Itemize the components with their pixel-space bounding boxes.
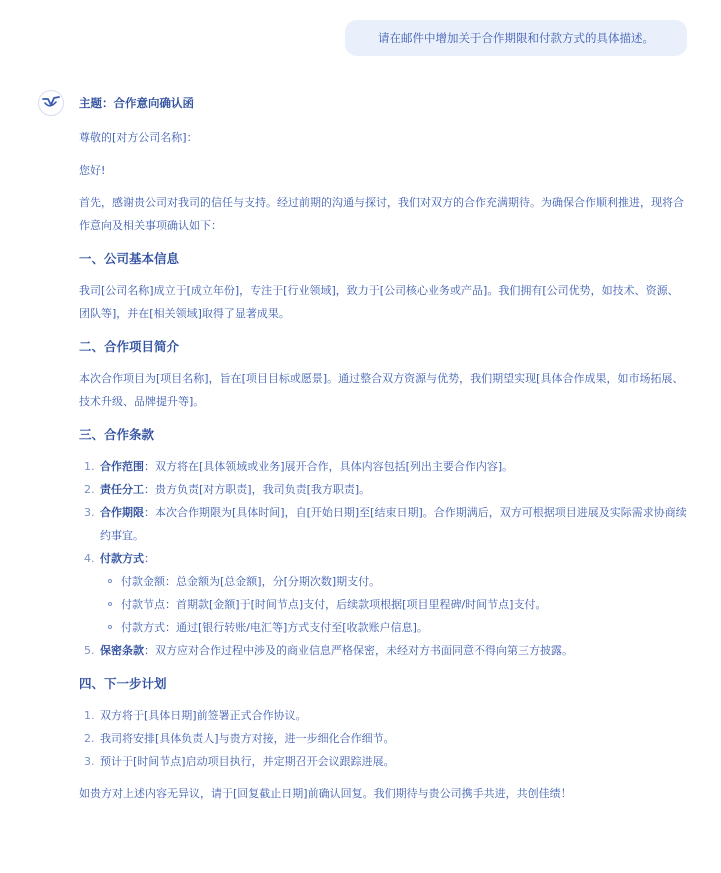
terms-list xyxy=(79,455,687,662)
section-title-plan: 四、下一步计划 xyxy=(79,676,167,691)
list-item xyxy=(79,639,687,662)
clause-title: 付款方式 xyxy=(100,552,144,565)
list-item xyxy=(79,478,687,501)
list-item xyxy=(79,455,687,478)
section-title-terms: 三、合作条款 xyxy=(79,427,155,442)
list-number: 3. xyxy=(84,506,95,519)
sublist-text: 付款方式：通过[银行转账/电汇等]方式支付至[收款账户信息]。 xyxy=(121,621,428,634)
user-message-bubble: 请在邮件中增加关于合作期限和付款方式的具体描述。 xyxy=(345,20,687,56)
list-item xyxy=(79,750,687,773)
clause-title: 合作期限 xyxy=(100,506,144,519)
list-number: 2. xyxy=(84,483,95,496)
section-title-company: 一、公司基本信息 xyxy=(79,251,180,266)
section-body-project: 本次合作项目为[项目名称]，旨在[项目目标或愿景]。通过整合双方资源与优势，我们期望实现[具体合作成果，如市场拓展、技术升级、品牌提升等]。 xyxy=(79,372,684,408)
assistant-avatar xyxy=(38,90,64,116)
list-number: 5. xyxy=(84,644,95,657)
assistant-logo-icon xyxy=(42,96,60,110)
list-number: 2. xyxy=(84,732,95,745)
section-body-company: 我司[公司名称]成立于[成立年份]，专注于[行业领域]，致力于[公司核心业务或产品]。我们拥有[公司优势，如技术、资源、团队等]，并在[相关领域]取得了显著成果。 xyxy=(79,284,679,320)
email-hello: 您好! xyxy=(79,164,106,177)
clause-text: ：双方应对合作过程中涉及的商业信息严格保密，未经对方书面同意不得向第三方披露。 xyxy=(144,644,573,657)
clause-text: ：本次合作期限为[具体时间]，自[开始日期]至[结束日期]。合作期满后，双方可根据项目进展及实际需求协商续约事宜。 xyxy=(100,506,687,542)
list-item xyxy=(79,501,687,547)
bullet-icon xyxy=(108,579,112,583)
plan-text: 双方将于[具体日期]前签署正式合作协议。 xyxy=(100,709,307,722)
clause-text: ：贵方负责[对方职责]，我司负责[我方职责]。 xyxy=(144,483,371,496)
email-subject: 主题：合作意向确认函 xyxy=(79,96,194,110)
assistant-reply xyxy=(79,92,687,805)
sublist-text: 付款节点：首期款[金额]于[时间节点]支付，后续款项根据[项目里程碑/时间节点]支付。 xyxy=(121,598,547,611)
sublist-item xyxy=(100,570,687,593)
sublist-item xyxy=(100,593,687,616)
payment-sublist xyxy=(100,570,687,639)
list-number: 3. xyxy=(84,755,95,768)
list-item xyxy=(79,727,687,750)
sublist-text: 付款金额：总金额为[总金额]，分[分期次数]期支付。 xyxy=(121,575,381,588)
bullet-icon xyxy=(108,625,112,629)
clause-text: ： xyxy=(144,552,155,565)
clause-text: ：双方将在[具体领域或业务]展开合作，具体内容包括[列出主要合作内容]。 xyxy=(144,460,514,473)
list-number: 4. xyxy=(84,552,95,565)
email-greeting: 尊敬的[对方公司名称]： xyxy=(79,131,198,144)
list-item xyxy=(79,547,687,639)
clause-title: 责任分工 xyxy=(100,483,144,496)
list-number: 1. xyxy=(84,460,95,473)
clause-title: 保密条款 xyxy=(100,644,144,657)
plan-list xyxy=(79,704,687,773)
bullet-icon xyxy=(108,602,112,606)
list-item xyxy=(79,704,687,727)
clause-title: 合作范围 xyxy=(100,460,144,473)
sublist-item xyxy=(100,616,687,639)
email-closing: 如贵方对上述内容无异议，请于[回复截止日期]前确认回复。我们期待与贵公司携手共进，共创佳绩！ xyxy=(79,787,572,800)
plan-text: 预计于[时间节点]启动项目执行，并定期召开会议跟踪进展。 xyxy=(100,755,395,768)
plan-text: 我司将安排[具体负责人]与贵方对接，进一步细化合作细节。 xyxy=(100,732,395,745)
email-intro: 首先，感谢贵公司对我司的信任与支持。经过前期的沟通与探讨，我们对双方的合作充满期待。为确保合作顺利推进，现将合作意向及相关事项确认如下： xyxy=(79,196,684,232)
list-number: 1. xyxy=(84,709,95,722)
section-title-project: 二、合作项目简介 xyxy=(79,339,180,354)
